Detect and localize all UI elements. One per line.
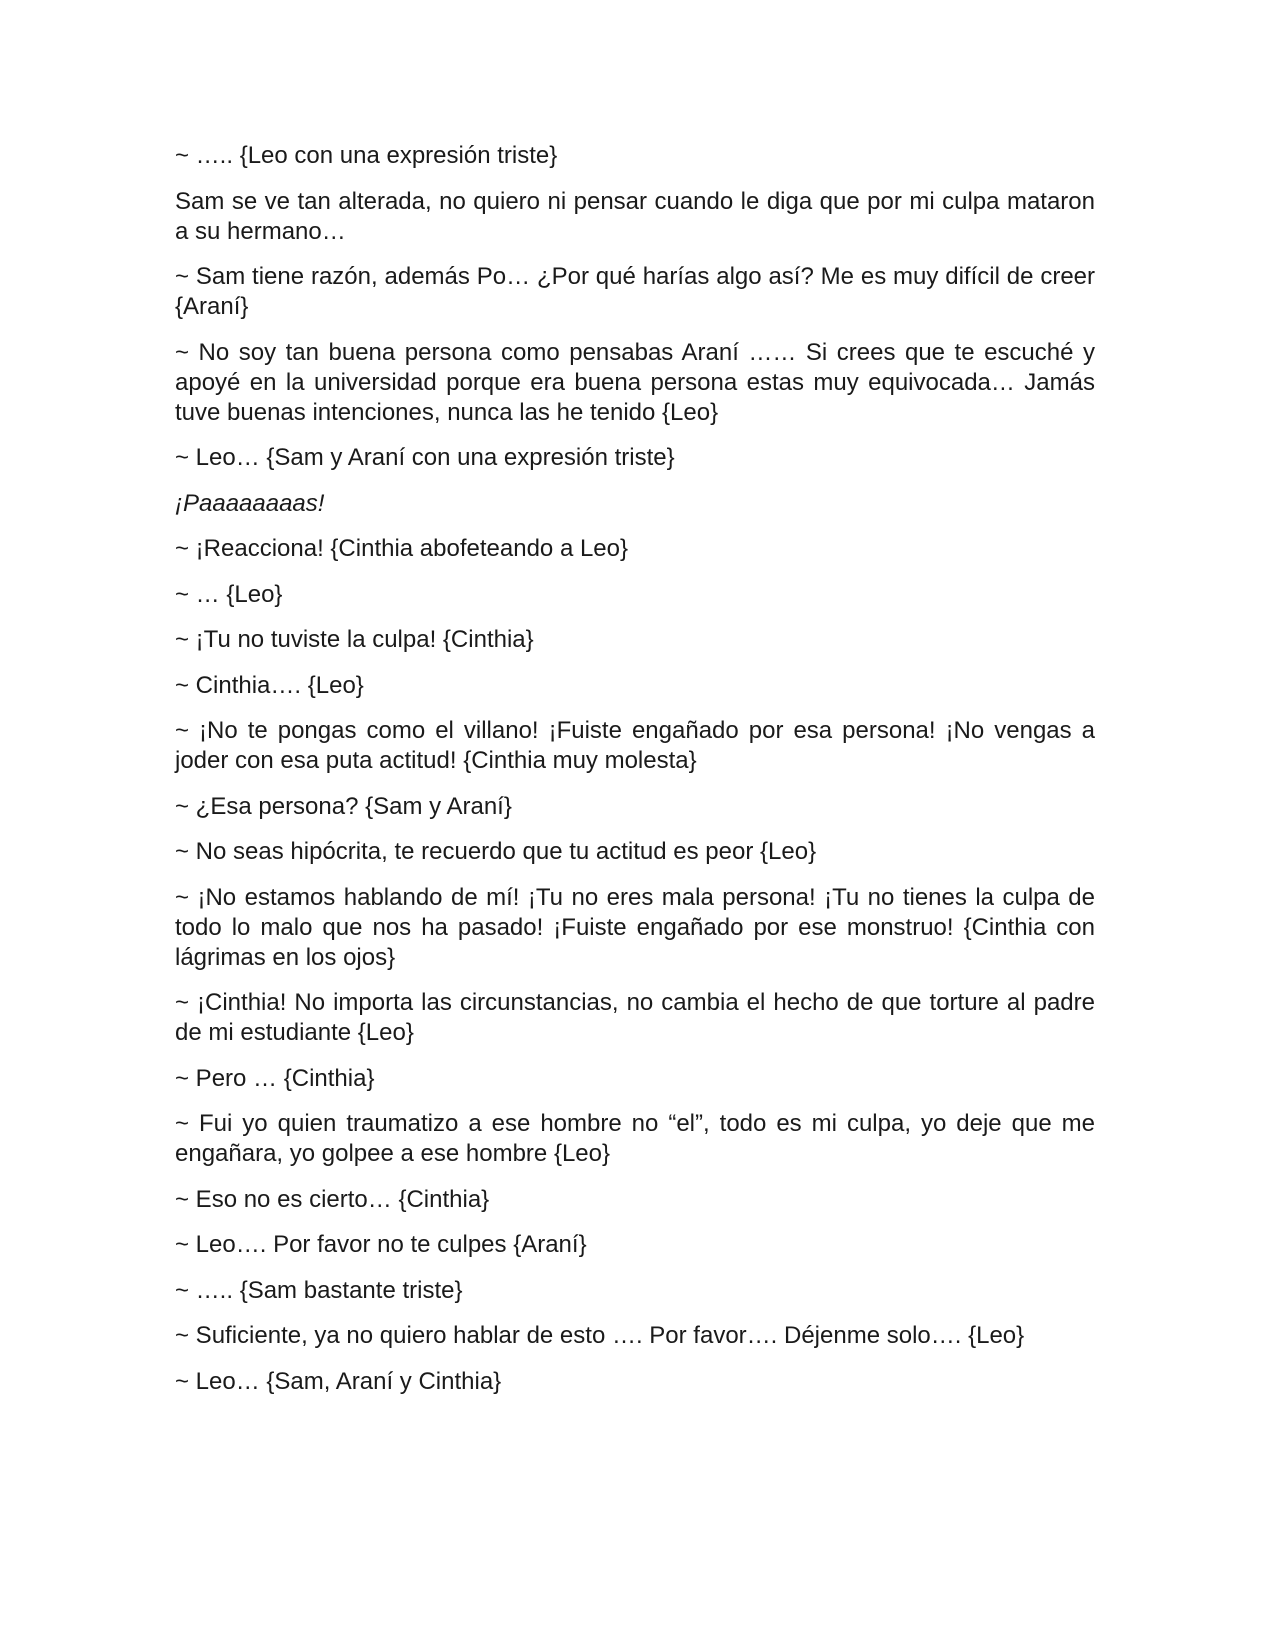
paragraph: ~ ¡Tu no tuviste la culpa! {Cinthia} <box>175 626 534 653</box>
paragraph: ~ No seas hipócrita, te recuerdo que tu actitud es peor {Leo} <box>175 838 817 865</box>
paragraph: ~ ….. {Sam bastante triste} <box>175 1276 463 1304</box>
paragraph-italic-sound-effect: ¡Paaaaaaaas! <box>175 489 325 517</box>
paragraph: Sam se ve tan alterada, no quiero ni pensar cuando le diga que por mi culpa mataron a su hermano… <box>175 187 1095 245</box>
paragraph: ~ ¡Reacciona! {Cinthia abofeteando a Leo} <box>175 535 629 562</box>
paragraph: ~ Suficiente, ya no quiero hablar de esto …. Por favor…. Déjenme solo…. {Leo} <box>175 1322 1025 1349</box>
paragraph: ~ Sam tiene razón, además Po… ¿Por qué harías algo así? Me es muy difícil de creer {Araní} <box>175 263 1095 320</box>
paragraph: ~ ¡Cinthia! No importa las circunstancias, no cambia el hecho de que torture al padre de mi estudiante {Leo} <box>175 989 1095 1046</box>
paragraph: ~ Leo… {Sam, Araní y Cinthia} <box>175 1367 502 1395</box>
document-body <box>175 141 1095 1412</box>
paragraph: ~ ¿Esa persona? {Sam y Araní} <box>175 792 512 820</box>
paragraph: ~ Eso no es cierto… {Cinthia} <box>175 1185 490 1213</box>
paragraph: ~ Cinthia…. {Leo} <box>175 671 364 699</box>
paragraph: ~ ….. {Leo con una expresión triste} <box>175 142 558 169</box>
paragraph: ~ ¡No estamos hablando de mí! ¡Tu no eres mala persona! ¡Tu no tienes la culpa de todo lo malo que nos ha pasado! ¡Fuiste engañado por ese monstruo! {Cinthia con lágrimas en los ojos} <box>175 883 1095 971</box>
paragraph: ~ … {Leo} <box>175 580 283 608</box>
paragraph: ~ Leo… {Sam y Araní con una expresión triste} <box>175 444 675 471</box>
paragraph: ~ Pero … {Cinthia} <box>175 1064 375 1092</box>
paragraph: ~ Fui yo quien traumatizo a ese hombre no “el”, todo es mi culpa, yo deje que me engañara, yo golpee a ese hombre {Leo} <box>175 1110 1095 1167</box>
paragraph: ~ No soy tan buena persona como pensabas Araní …… Si crees que te escuché y apoyé en la universidad porque era buena persona estas muy equivocada… Jamás tuve buenas intenciones, nunca las he tenido {Leo} <box>175 338 1095 426</box>
paragraph: ~ Leo…. Por favor no te culpes {Araní} <box>175 1231 587 1258</box>
paragraph: ~ ¡No te pongas como el villano! ¡Fuiste engañado por esa persona! ¡No vengas a joder con esa puta actitud! {Cinthia muy molesta} <box>175 717 1095 774</box>
